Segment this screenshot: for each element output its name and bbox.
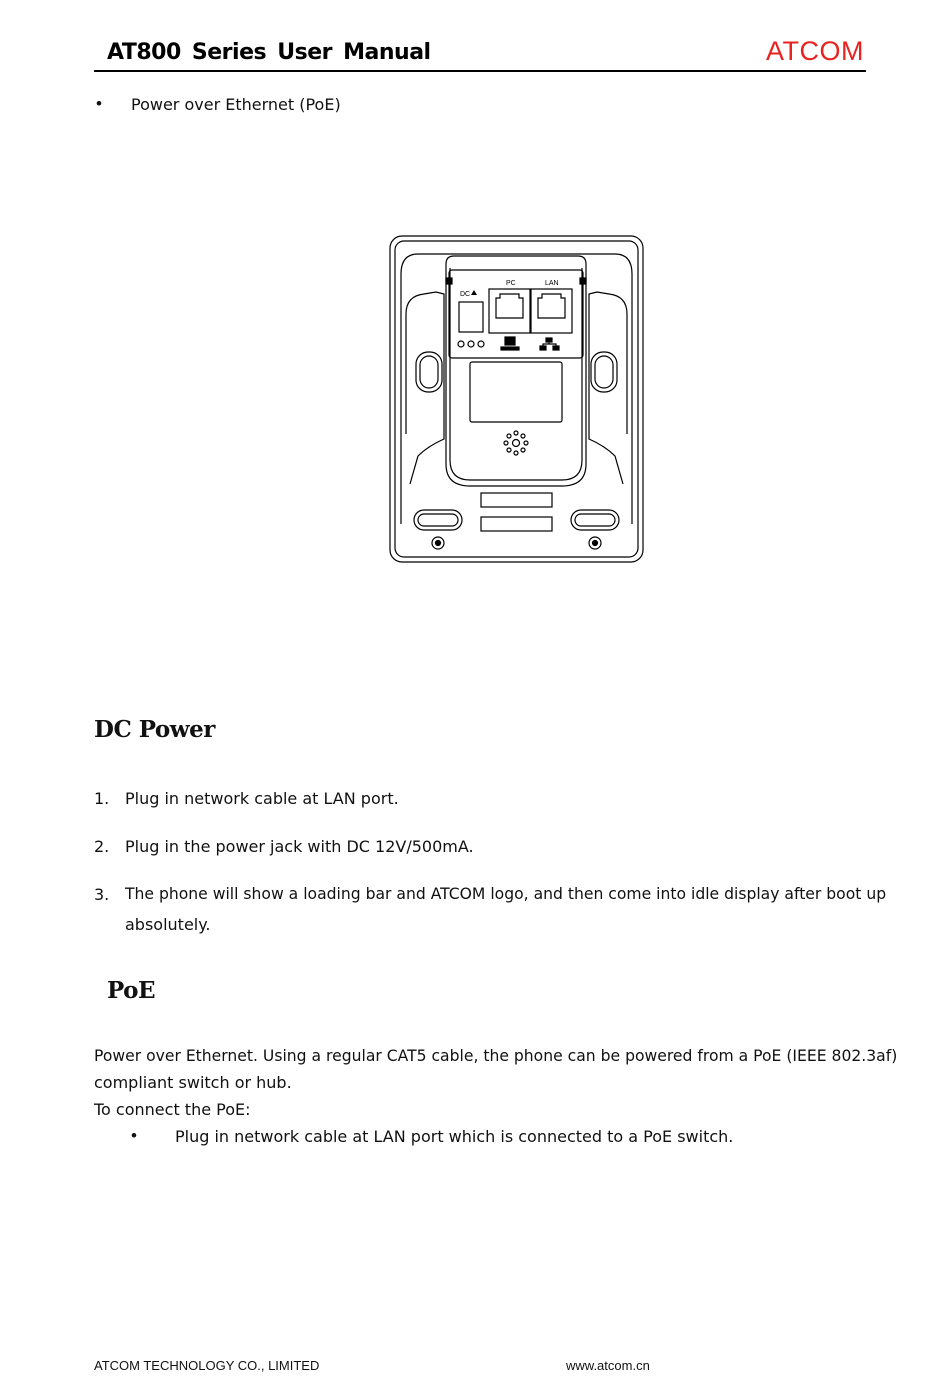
pc-port-frame [489, 289, 530, 333]
poe-connect-label: To connect the PoE: [94, 1100, 251, 1119]
step-number: 2. [94, 837, 110, 856]
poe-paragraph-line: compliant switch or hub. [94, 1073, 292, 1092]
step-text-continuation: absolutely. [125, 915, 211, 934]
footer-website: www.atcom.cn [566, 1358, 650, 1373]
left-foot [414, 510, 462, 530]
phone-outer-body [390, 236, 643, 562]
lan-label: LAN [545, 280, 559, 287]
step-number: 3. [94, 885, 110, 904]
poe-bullet-text: Plug in network cable at LAN port which is connected to a PoE switch. [175, 1127, 734, 1146]
pc-label: PC [506, 280, 516, 287]
dc-power-heading: DC Power [94, 716, 215, 743]
lan-port-frame [531, 289, 572, 333]
sticker-1 [481, 493, 552, 507]
bullet-dot: • [131, 1126, 137, 1145]
warning-icon [471, 290, 477, 295]
poe-paragraph-line: Power over Ethernet. Using a regular CAT5 cable, the phone can be powered from a PoE (IEEE 802.3af) [94, 1047, 898, 1065]
poe-heading: PoE [107, 977, 156, 1004]
top-bullet-text: Power over Ethernet (PoE) [131, 95, 341, 114]
manual-title: AT800 Series User Manual [107, 40, 431, 65]
right-foot [571, 510, 619, 530]
step-text: Plug in network cable at LAN port. [125, 789, 399, 808]
footer-company: ATCOM TECHNOLOGY CO., LIMITED [94, 1358, 320, 1373]
atcom-logo: ATCOM [766, 36, 864, 66]
sticker-2 [481, 517, 552, 531]
header-divider [94, 70, 866, 72]
port-panel [449, 270, 583, 358]
step-text: Plug in the power jack with DC 12V/500mA. [125, 837, 474, 856]
step-number: 1. [94, 789, 110, 808]
dc-jack [459, 302, 483, 332]
step-text: The phone will show a loading bar and ATCOM logo, and then come into idle display after boot up [125, 885, 887, 903]
dc-label: DC [460, 291, 471, 298]
bullet-dot: • [96, 94, 102, 113]
phone-back-illustration [388, 234, 645, 564]
label-area [470, 362, 562, 422]
